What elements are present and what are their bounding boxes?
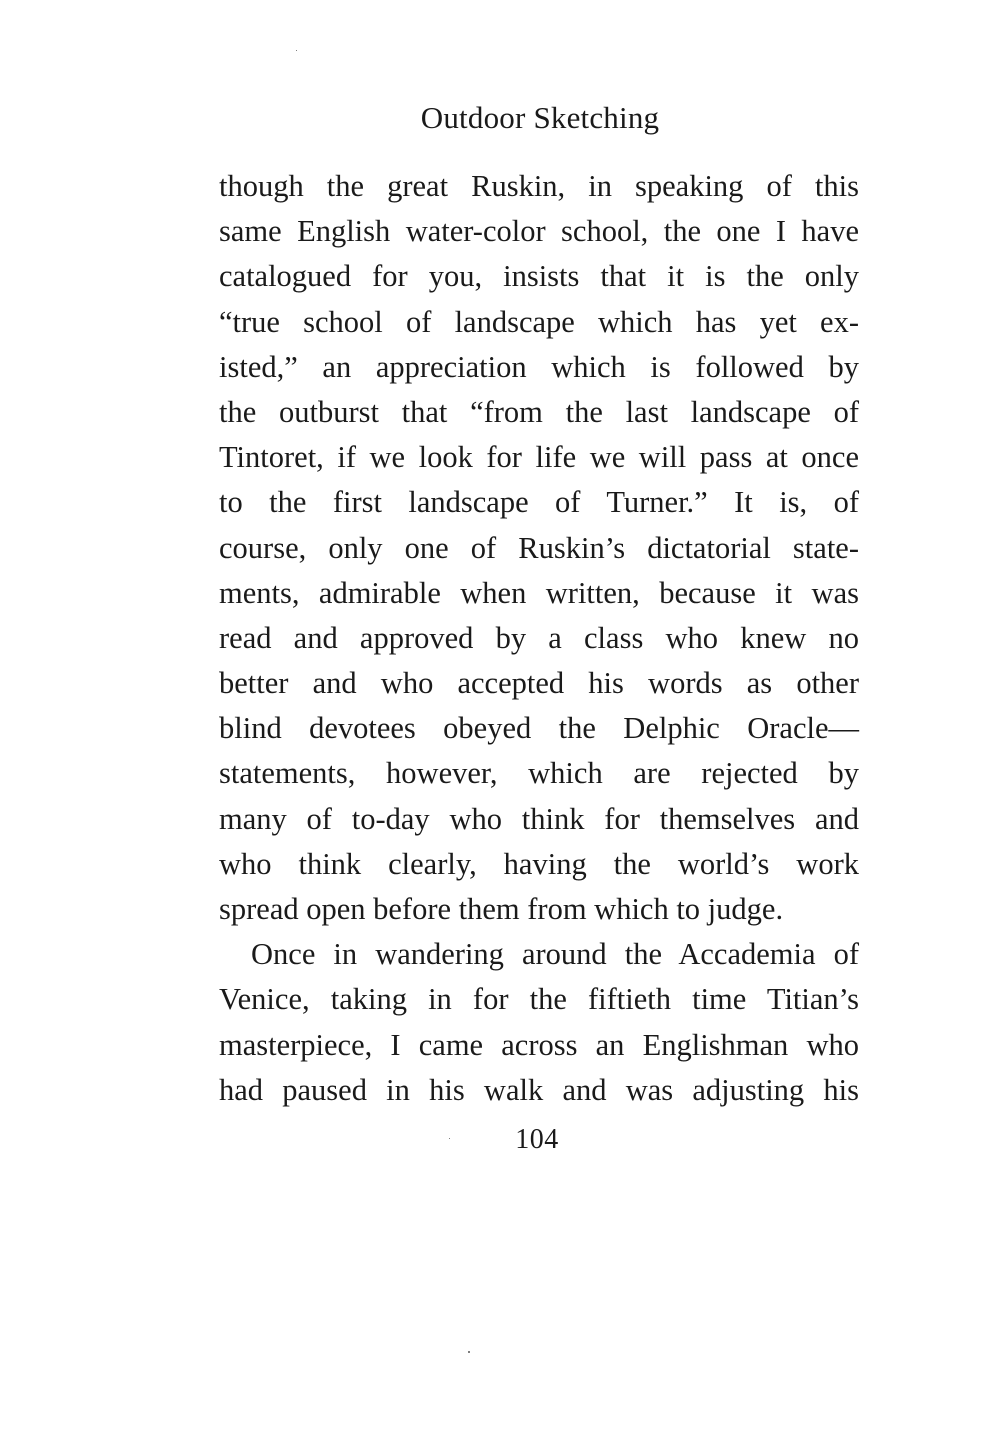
body-text <box>219 164 859 1113</box>
text-line: to the first landscape of Turner.” It is, of <box>219 485 859 520</box>
text-line: Once in wandering around the Accademia of <box>251 937 859 972</box>
scan-speck <box>449 1138 450 1139</box>
text-line: had paused in his walk and was adjusting his <box>219 1072 859 1107</box>
text-line: many of to-day who think for themselves and <box>219 801 859 836</box>
text-line: spread open before them from which to judge. <box>219 892 784 926</box>
text-line: catalogued for you, insists that it is the only <box>219 259 859 294</box>
text-line: course, only one of Ruskin’s dictatorial state- <box>219 530 859 565</box>
text-line: read and approved by a class who knew no <box>219 620 859 655</box>
page-number: 104 <box>515 1124 559 1155</box>
text-line: better and who accepted his words as other <box>219 666 859 701</box>
text-line: same English water-color school, the one I have <box>219 214 859 249</box>
text-line: ments, admirable when written, because it was <box>219 575 859 610</box>
text-line: “true school of landscape which has yet ex- <box>219 304 859 339</box>
text-line: who think clearly, having the world’s work <box>219 846 859 881</box>
text-line: masterpiece, I came across an Englishman who <box>219 1027 859 1062</box>
text-line: Venice, taking in for the fiftieth time Titian’s <box>219 982 859 1017</box>
text-line: blind devotees obeyed the Delphic Oracle— <box>219 711 859 746</box>
scan-speck <box>468 1351 470 1353</box>
running-head: Outdoor Sketching <box>420 100 660 135</box>
text-line: statements, however, which are rejected by <box>219 756 859 791</box>
text-line: though the great Ruskin, in speaking of this <box>219 169 859 203</box>
scan-speck <box>296 50 297 51</box>
text-line: the outburst that “from the last landscape of <box>219 394 859 429</box>
text-line: Tintoret, if we look for life we will pass at once <box>219 440 859 475</box>
text-line: isted,” an appreciation which is followed by <box>219 349 859 384</box>
